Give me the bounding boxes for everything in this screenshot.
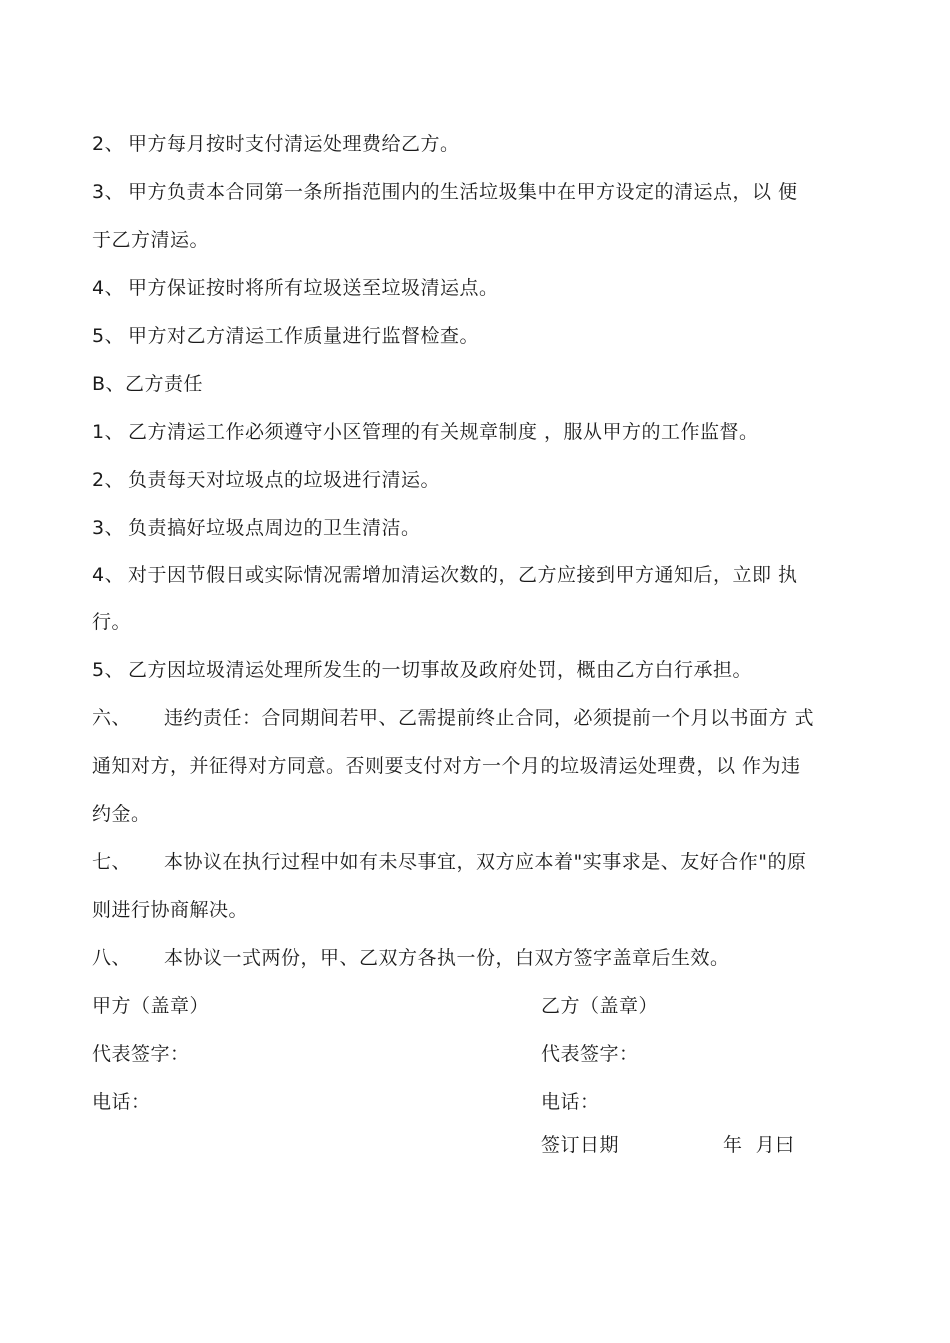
clause-6: 六、 违约责任：合同期间若甲、乙需提前终止合同，必须提前一个月以书面方 式: [92, 707, 815, 729]
list-item: 5、 乙方因垃圾清运处理所发生的一切事故及政府处罚，概由乙方白行承担。: [92, 659, 753, 681]
list-item-continuation: 行。: [92, 611, 132, 633]
party-b-phone: 电话：: [541, 1091, 600, 1113]
section-heading: B、乙方责任: [92, 373, 204, 395]
signing-date-fields: 年 月曰: [723, 1134, 795, 1156]
clause-8: 八、 本协议一式两份，甲、乙双方各执一份，白双方签字盖章后生效。: [92, 947, 730, 969]
list-item: 1、 乙方清运工作必须遵守小区管理的有关规章制度 ，服从甲方的工作监督。: [92, 421, 759, 443]
signing-date: [541, 1133, 795, 1157]
clause-6-continuation: 约金。: [92, 803, 151, 825]
list-item: 4、 对于因节假日或实际情况需增加清运次数的，乙方应接到甲方通知后，立即 执: [92, 564, 798, 586]
signing-date-label: 签订日期: [541, 1134, 620, 1156]
party-a-representative: 代表签字：: [92, 1043, 190, 1065]
list-item: 5、 甲方对乙方清运工作质量进行监督检查。: [92, 325, 480, 347]
list-item: 3、 甲方负责本合同第一条所指范围内的生活垃圾集中在甲方设定的清运点，以 便: [92, 181, 798, 203]
party-a-phone: 电话：: [92, 1091, 151, 1113]
list-item: 2、 负责每天对垃圾点的垃圾进行清运。: [92, 469, 441, 491]
list-item: 2、 甲方每月按时支付清运处理费给乙方。: [92, 133, 460, 155]
party-b-representative: 代表签字：: [541, 1043, 639, 1065]
clause-7: 七、 本协议在执行过程中如有未尽事宜，双方应本着"实事求是、友好合作"的原: [92, 851, 807, 873]
party-b-seal: 乙方（盖章）: [541, 995, 659, 1017]
list-item-continuation: 于乙方清运。: [92, 229, 210, 251]
clause-7-continuation: 则进行协商解决。: [92, 899, 249, 921]
list-item: 4、 甲方保证按时将所有垃圾送至垃圾清运点。: [92, 277, 499, 299]
clause-6-continuation: 通知对方，并征得对方同意。否则要支付对方一个月的垃圾清运处理费，以 作为违: [92, 755, 801, 777]
party-a-seal: 甲方（盖章）: [92, 995, 210, 1017]
list-item: 3、 负责搞好垃圾点周边的卫生清洁。: [92, 517, 421, 539]
